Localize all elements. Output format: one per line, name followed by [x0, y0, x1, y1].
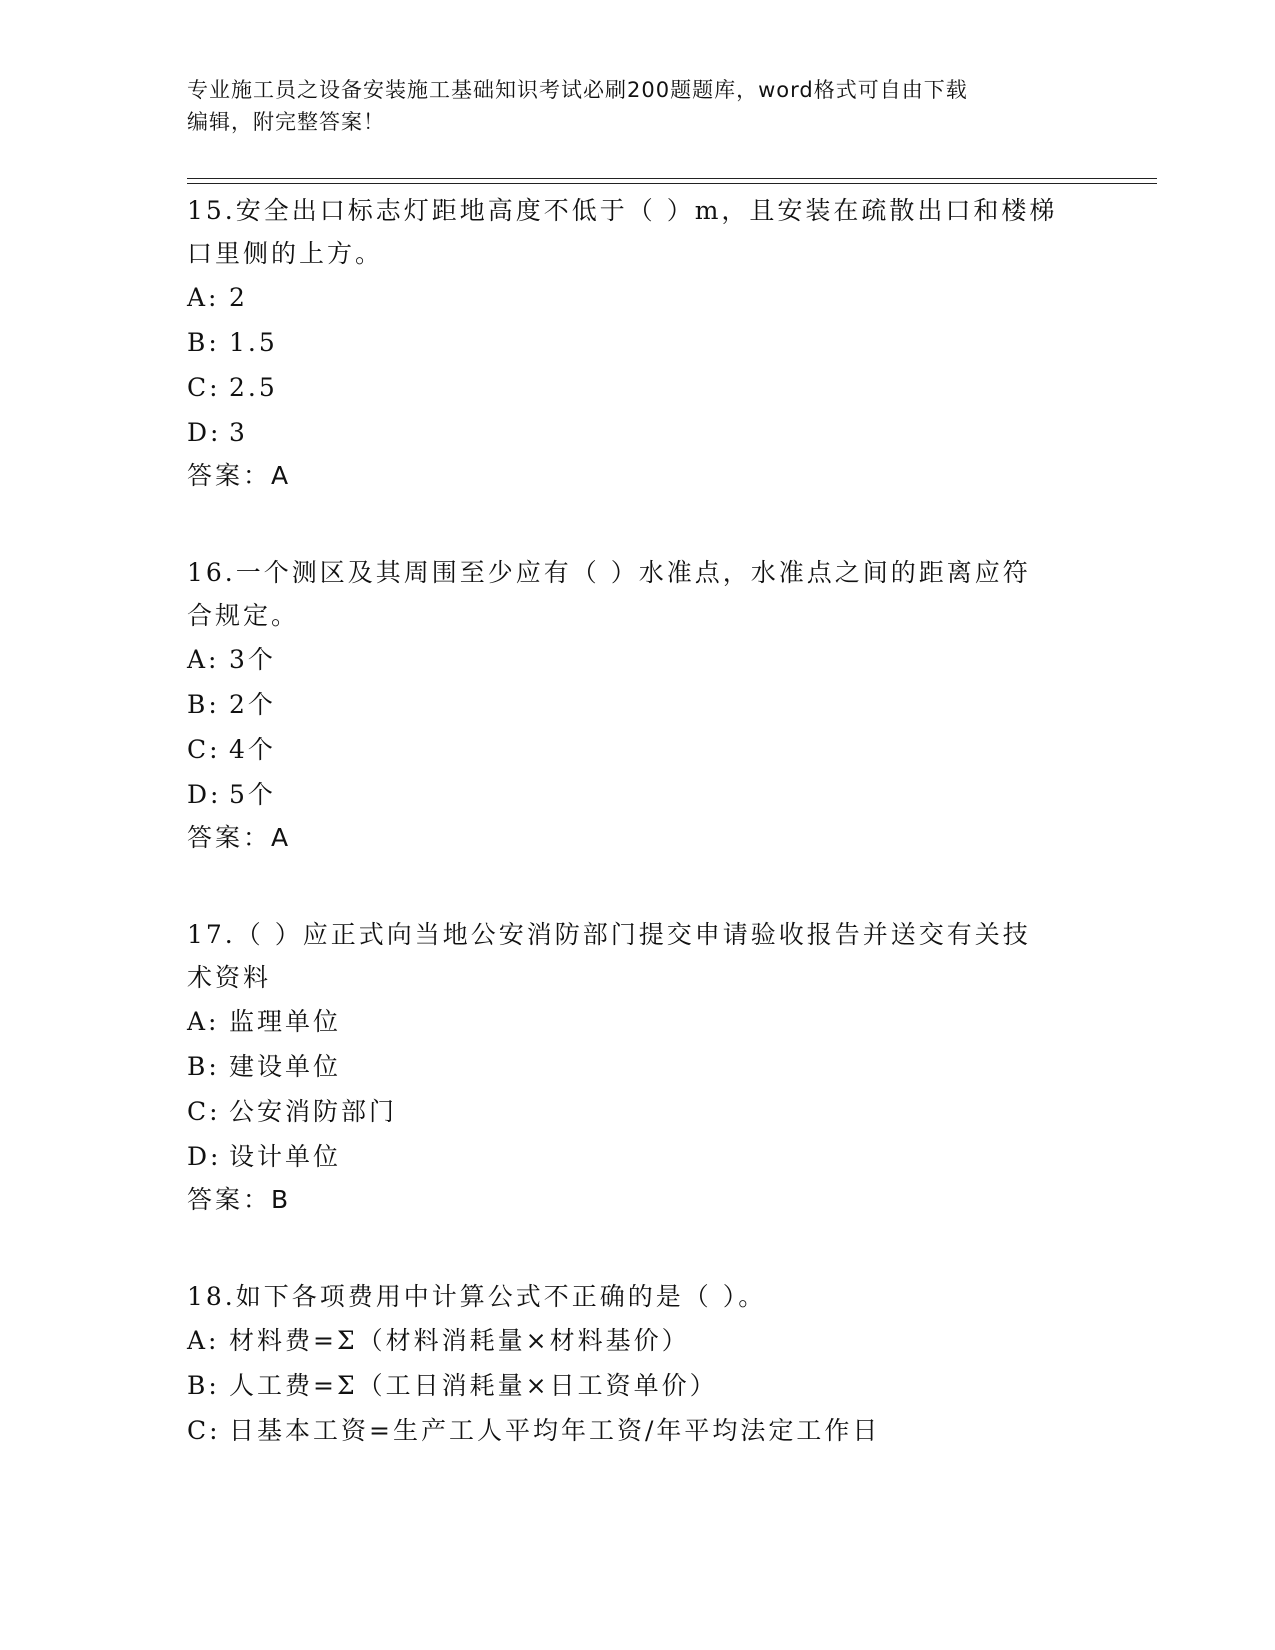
- option-d: [187, 772, 1067, 817]
- header-divider-bottom: [187, 183, 1157, 184]
- question-17: [187, 913, 1067, 1221]
- option-a: [187, 637, 1067, 682]
- option-letter: B:: [187, 1371, 220, 1400]
- option-letter: D:: [187, 1142, 222, 1171]
- question-stem: [187, 913, 1067, 999]
- question-15: [187, 189, 1067, 497]
- option-letter: A:: [187, 1007, 220, 1036]
- option-text: 5个: [229, 780, 276, 809]
- option-text: 监理单位: [229, 1007, 342, 1036]
- answer-line: [187, 817, 1067, 859]
- option-text: 设计单位: [229, 1142, 342, 1171]
- question-18: [187, 1275, 1067, 1453]
- option-d: [187, 1134, 1067, 1179]
- option-text: 3个: [229, 645, 276, 674]
- option-text: 建设单位: [229, 1052, 342, 1081]
- answer-line: [187, 1179, 1067, 1221]
- question-stem-line-1: 安全出口标志灯距地高度不低于（ ）m，且安装在疏散出口和楼梯: [235, 196, 1058, 225]
- answer-value: A: [271, 461, 292, 490]
- header-divider-top: [187, 178, 1157, 179]
- question-stem: [187, 1275, 1067, 1318]
- question-number: 16.: [187, 558, 236, 587]
- option-letter: B:: [187, 690, 220, 719]
- question-stem-line-1: （ ）应正式向当地公安消防部门提交申请验收报告并送交有关技: [235, 920, 1031, 949]
- option-letter: C:: [187, 373, 221, 402]
- option-c: [187, 1408, 1067, 1453]
- option-letter: A:: [187, 645, 220, 674]
- option-letter: A:: [187, 1326, 220, 1355]
- option-a: [187, 999, 1067, 1044]
- option-b: [187, 320, 1067, 365]
- header-line-1: 专业施工员之设备安装施工基础知识考试必刷200题题库，word格式可自由下载: [187, 78, 968, 102]
- option-b: [187, 1044, 1067, 1089]
- question-number: 17.: [187, 920, 236, 949]
- question-stem-line-2: 口里侧的上方。: [187, 239, 384, 268]
- answer-value: B: [271, 1185, 292, 1214]
- option-a: [187, 1318, 1067, 1363]
- option-letter: C:: [187, 1097, 221, 1126]
- option-text: 日基本工资=生产工人平均年工资/年平均法定工作日: [229, 1416, 881, 1445]
- option-text: 3: [229, 418, 248, 447]
- option-letter: B:: [187, 328, 220, 357]
- option-b: [187, 1363, 1067, 1408]
- option-letter: D:: [187, 418, 222, 447]
- option-text: 2.5: [229, 373, 278, 402]
- option-c: [187, 727, 1067, 772]
- answer-label: 答案：: [187, 823, 272, 852]
- option-letter: C:: [187, 1416, 221, 1445]
- option-text: 材料费=Σ（材料消耗量×材料基价）: [229, 1326, 690, 1355]
- option-text: 人工费=Σ（工日消耗量×日工资单价）: [229, 1371, 718, 1400]
- question-stem: [187, 551, 1067, 637]
- question-number: 15.: [187, 196, 236, 225]
- option-b: [187, 682, 1067, 727]
- option-c: [187, 1089, 1067, 1134]
- answer-value: A: [271, 823, 292, 852]
- option-letter: D:: [187, 780, 222, 809]
- option-letter: A:: [187, 283, 220, 312]
- option-text: 1.5: [229, 328, 278, 357]
- question-list: [187, 189, 1067, 1507]
- option-letter: B:: [187, 1052, 220, 1081]
- question-stem: [187, 189, 1067, 275]
- question-stem-line-1: 一个测区及其周围至少应有（ ）水准点，水准点之间的距离应符: [235, 558, 1031, 587]
- option-letter: C:: [187, 735, 221, 764]
- option-c: [187, 365, 1067, 410]
- question-16: [187, 551, 1067, 859]
- option-text: 4个: [229, 735, 276, 764]
- option-text: 2个: [229, 690, 276, 719]
- question-stem-line-2: 术资料: [187, 963, 272, 992]
- answer-label: 答案：: [187, 1185, 272, 1214]
- header-line-2: 编辑，附完整答案！: [187, 110, 385, 134]
- answer-line: [187, 455, 1067, 497]
- option-text: 公安消防部门: [229, 1097, 398, 1126]
- question-number: 18.: [187, 1282, 236, 1311]
- answer-label: 答案：: [187, 461, 272, 490]
- question-stem-line-2: 合规定。: [187, 601, 300, 630]
- option-a: [187, 275, 1067, 320]
- document-header: [187, 74, 1087, 138]
- option-d: [187, 410, 1067, 455]
- option-text: 2: [229, 283, 248, 312]
- question-stem-line-1: 如下各项费用中计算公式不正确的是（ ）。: [235, 1282, 767, 1311]
